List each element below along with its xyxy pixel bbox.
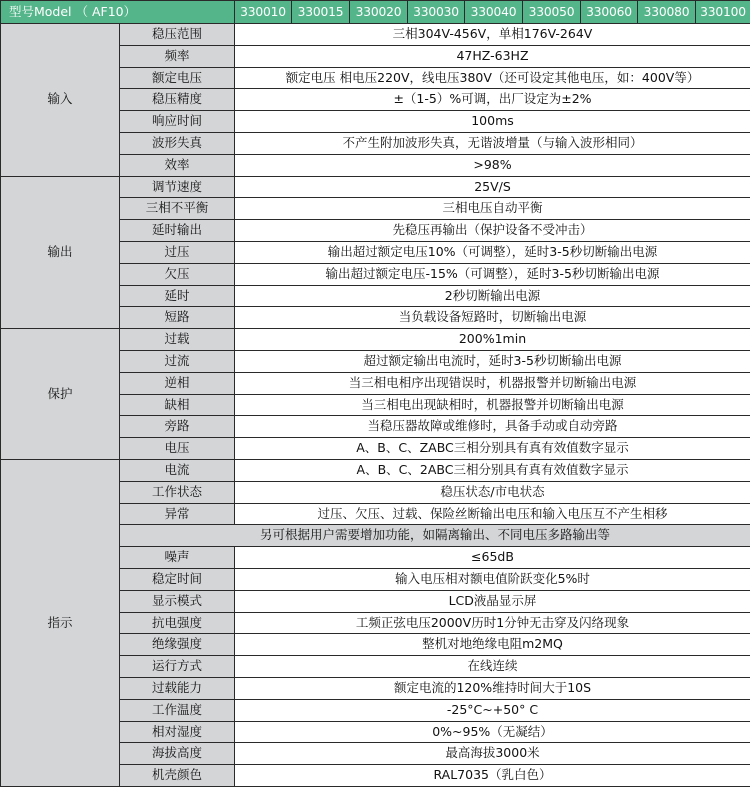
param-value: 47HZ-63HZ [235,45,750,67]
param-label: 过流 [120,350,235,372]
group-label: 指示 [1,459,120,786]
param-label: 缺相 [120,394,235,416]
model-code: 330060 [581,1,638,24]
param-label: 稳定时间 [120,568,235,590]
param-label: 工作状态 [120,481,235,503]
param-label: 机壳颜色 [120,765,235,787]
param-label: 稳压精度 [120,89,235,111]
table-row [1,329,750,351]
param-value: 25V/S [235,176,750,198]
model-header: 型号Model （ AF10） [1,1,235,24]
param-value: 额定电流的120%维持时间大于10S [235,677,750,699]
param-value: A、B、C、ZABC三相分别具有真有效值数字显示 [235,438,750,460]
spec-table-body [1,1,750,787]
param-value: 在线连续 [235,656,750,678]
model-code: 330030 [408,1,465,24]
param-label: 延时 [120,285,235,307]
param-label: 工作温度 [120,699,235,721]
model-code: 330015 [292,1,350,24]
param-value: 整机对地绝缘电阻m2MQ [235,634,750,656]
model-code: 330080 [638,1,696,24]
param-value: 三相304V-456V，单相176V-264V [235,24,750,46]
param-value: 超过额定输出电流时，延时3-5秒切断输出电源 [235,350,750,372]
param-label: 效率 [120,154,235,176]
table-row [1,459,750,481]
param-label: 相对湿度 [120,721,235,743]
param-label: 噪声 [120,547,235,569]
param-label: 过载能力 [120,677,235,699]
param-label: 额定电压 [120,67,235,89]
param-value: ±（1-5）%可调，出厂设定为±2% [235,89,750,111]
param-label: 三相不平衡 [120,198,235,220]
table-row [1,24,750,46]
param-label: 电压 [120,438,235,460]
model-code: 330020 [350,1,408,24]
note-cell: 另可根据用户需要增加功能，如隔离输出、不同电压多路输出等 [120,525,750,547]
param-value: 额定电压 相电压220V，线电压380V（还可设定其他电压，如：400V等） [235,67,750,89]
param-value: 工频正弦电压2000V历时1分钟无击穿及闪络现象 [235,612,750,634]
param-label: 异常 [120,503,235,525]
param-value: 2秒切断输出电源 [235,285,750,307]
param-label: 电流 [120,459,235,481]
param-value: 当三相电相序出现错误时，机器报警并切断输出电源 [235,372,750,394]
param-value: 先稳压再输出（保护设备不受冲击） [235,220,750,242]
param-value: 当负载设备短路时，切断输出电源 [235,307,750,329]
param-label: 过压 [120,241,235,263]
param-label: 显示模式 [120,590,235,612]
param-label: 调节速度 [120,176,235,198]
model-code: 330050 [523,1,581,24]
param-value: -25°C~+50° C [235,699,750,721]
table-row [1,176,750,198]
param-label: 运行方式 [120,656,235,678]
param-label: 海拔高度 [120,743,235,765]
param-value: 稳压状态/市电状态 [235,481,750,503]
param-value: RAL7035（乳白色） [235,765,750,787]
param-label: 过载 [120,329,235,351]
model-code: 330040 [465,1,523,24]
param-label: 抗电强度 [120,612,235,634]
param-value: 0%~95%（无凝结） [235,721,750,743]
param-value: 200%1min [235,329,750,351]
param-value: >98% [235,154,750,176]
param-label: 绝缘强度 [120,634,235,656]
param-value: 输出超过额定电压-15%（可调整），延时3-5秒切断输出电源 [235,263,750,285]
param-value: ≤65dB [235,547,750,569]
param-value: 输入电压相对额电值阶跃变化5%时 [235,568,750,590]
group-label: 输出 [1,176,120,329]
param-label: 逆相 [120,372,235,394]
model-code: 330100 [696,1,750,24]
group-label: 保护 [1,329,120,460]
param-label: 欠压 [120,263,235,285]
param-value: A、B、C、2ABC三相分别具有真有效值数字显示 [235,459,750,481]
param-value: 最高海拔3000米 [235,743,750,765]
model-code: 330010 [235,1,292,24]
param-value: 当稳压器故障或维修时，具备手动或自动旁路 [235,416,750,438]
param-value: 输出超过额定电压10%（可调整），延时3-5秒切断输出电源 [235,241,750,263]
param-label: 延时输出 [120,220,235,242]
param-value: 三相电压自动平衡 [235,198,750,220]
param-label: 波形失真 [120,132,235,154]
param-value: 不产生附加波形失真，无谐波增量（与输入波形相同） [235,132,750,154]
param-label: 稳压范围 [120,24,235,46]
group-label: 输入 [1,24,120,177]
header-row [1,1,750,24]
param-label: 响应时间 [120,111,235,133]
param-value: 当三相电出现缺相时，机器报警并切断输出电源 [235,394,750,416]
param-label: 频率 [120,45,235,67]
param-label: 旁路 [120,416,235,438]
param-label: 短路 [120,307,235,329]
param-value: LCD液晶显示屏 [235,590,750,612]
param-value: 过压、欠压、过载、保险丝断输出电压和输入电压互不产生相移 [235,503,750,525]
param-value: 100ms [235,111,750,133]
